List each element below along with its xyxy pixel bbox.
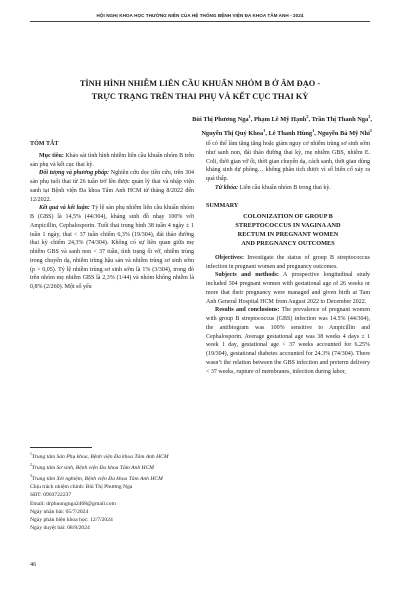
affiliation-text: Trung tâm Sơ sinh, Bệnh viện Đa khoa Tâm Anh HCM — [31, 464, 154, 471]
footnote-affiliation-3 — [30, 472, 194, 483]
author-name: Nguyễn Thị Quý Khoa — [201, 130, 264, 138]
author-separator: , — [370, 116, 372, 124]
running-header: HỘI NGHỊ KHOA HỌC THƯỜNG NIÊN CỦA HỆ THỐNG BỆNH VIỆN ĐA KHOA TÂM ANH - 2024 — [96, 13, 304, 18]
en-results-paragraph — [206, 306, 370, 376]
english-title-line-3: RECTUM IN PREGNANT WOMEN — [237, 231, 339, 239]
vi-keywords-text: Liên cầu khuẩn nhóm B trong thai kỳ. — [238, 184, 331, 191]
affiliation-mark: 1 — [30, 452, 32, 456]
author-separator: , — [265, 130, 269, 138]
vi-methods-text: Nghiên cứu dọc tiền cứu, trên 304 sản phụ tuổi thai từ 26 tuần trở lên được quản lý thai và nhập viện sanh tại Bệnh viện Đa khoa Tâm Anh HCM từ tháng 8/2022 đến 12/2022. — [30, 170, 194, 203]
date-accepted: Ngày duyệt bài: 08/8/2024 — [30, 525, 90, 532]
affiliation-mark: 2 — [30, 463, 32, 468]
english-summary-heading: SUMMARY — [206, 202, 239, 209]
author-line-2 — [100, 126, 372, 140]
vi-results-continued: tố có thể làm tăng tăng hoặc giảm nguy cơ nhiễm trùng sơ sinh sớm như sanh non, đái tháo đường thai kỳ, mẹ nhiễm GBS, nhiễm E. Coli, thời gian vỡ ối, thời gian chuyển dạ, cách sanh, thời gian dùng kháng sinh dự phòng… không phân tích được vì số biến cố xảy ra quá thấp. — [206, 141, 370, 182]
vi-methods-paragraph — [30, 169, 194, 204]
date-reviewed: Ngày phản biện khoa học: 12/7/2024 — [30, 517, 113, 523]
author-name: Phạm Lê Mỹ Hạnh — [253, 116, 307, 124]
english-title-line-2: STREPTOCOCCUS IN VAGINA AND — [235, 222, 341, 230]
phone-number: SĐT: 0903722237 — [30, 492, 72, 499]
en-subjects-paragraph — [206, 271, 370, 306]
left-column — [30, 140, 194, 292]
affiliation-mark: 3 — [30, 474, 32, 479]
title-line-1: TÌNH HÌNH NHIỄM LIÊN CẦU KHUẨN NHÓM B Ở ÂM ĐẠO - — [79, 79, 321, 88]
vi-results-text: Tỷ lệ sản phụ nhiễm liên cầu khuẩn nhóm B (GBS) là 14,5% (44/304), kháng sinh đồ nhạy 100% với Ampicillin, Cephalosporin. Tuổi thai trung bình 38 tuần 4 ngày ± 1 tuần 1 ngày, thai < 37 tuần chiếm 6,3% (19/304), đái tháo đường thai kỳ chiếm 24,3% (74/304). Không có sự liên quan giữa mẹ nhiễm GBS và sanh non < 37 tuần, tình trạng ối vỡ, nhiễm trùng trong chuyển dạ, nhiễm trùng hậu sản và nhiễm trùng sơ sinh sớm (p > 0,05). Tỷ lệ nhiễm trùng sơ sinh sớm là 1% (3/304), trong đó trên nhóm mẹ nhiễm GBS là 2,3% (1/44) và nhóm không nhiễm là 0,8% (2/260). Một số yếu — [30, 205, 194, 290]
english-title-line-4: AND PREGNANCY OUTCOMES — [241, 239, 335, 247]
author-separator: , — [250, 116, 254, 124]
affiliation-mark: 1 — [312, 127, 315, 133]
vi-results-label: Kết quả và kết luận: — [39, 205, 90, 212]
vi-objective-label: Mục tiêu: — [39, 152, 64, 159]
en-subjects-label: Subjects and methods: — [215, 272, 279, 279]
affiliation-mark: 1 — [369, 127, 372, 133]
date-received: Ngày nhận bài: 05/7/2024 — [30, 508, 89, 515]
footnote-rule — [30, 447, 92, 448]
vi-keywords-paragraph — [206, 184, 370, 193]
author-name: Bùi Thị Phương Nga — [192, 116, 249, 124]
vietnamese-abstract-heading: TÓM TẮT — [30, 141, 59, 147]
author-name: Lê Thanh Hùng — [268, 130, 313, 138]
english-title-line-1: COLONIZATION OF GROUP B — [243, 213, 333, 221]
right-column — [206, 140, 370, 376]
page-number: 46 — [30, 561, 37, 568]
paper-title — [40, 78, 360, 103]
footnote-affiliation-2 — [30, 461, 194, 472]
affiliation-text: Trung tâm Xét nghiệm, Bệnh viện Đa khoa Tâm Anh HCM — [31, 475, 163, 482]
en-objectives-text: Investigate the status of group B streptococcus infection in pregnant women and pregnancy outcomes. — [206, 254, 370, 270]
footnote-affiliation-1 — [30, 450, 194, 461]
corresponding-author: Chịu trách nhiệm chính: Bùi Thị Phương Nga — [30, 484, 133, 491]
vi-methods-label: Đối tượng và phương pháp: — [39, 170, 110, 177]
author-list — [100, 112, 372, 140]
author-separator: , — [308, 116, 312, 124]
affiliation-mark: 1 — [263, 127, 266, 133]
author-line-1 — [100, 112, 372, 126]
en-results-label: Results and conclusions: — [215, 307, 280, 314]
affiliation-mark: 1 — [248, 114, 251, 119]
vi-keywords-label: Từ khóa: — [215, 184, 239, 191]
english-title — [206, 213, 370, 249]
author-name: Nguyễn Bá Mỹ Nhi — [317, 130, 370, 138]
en-subjects-text: A prospective longitudinal study included 304 pregnant women with gestational age of 26 weeks or more that their pregnancy were managed and given birth at Tam Anh General Hospital HCM from August 2022 to December 2022. — [206, 272, 371, 305]
affiliation-mark: 2 — [306, 114, 309, 119]
affiliation-text: Trung tâm Sản Phụ khoa, Bệnh viện Đa khoa Tâm Anh HCM — [31, 453, 169, 460]
email-address: Email: drphuongnga2468@gmail.com — [30, 500, 116, 507]
affiliation-mark: 3 — [368, 114, 371, 119]
author-name: Trần Thị Thanh Nga — [311, 116, 369, 124]
vi-results-paragraph — [30, 204, 194, 292]
footnotes — [30, 450, 194, 532]
title-line-2: TRỰC TRẠNG TRÊN THAI PHỤ VÀ KẾT CỤC THAI KỲ — [91, 91, 309, 101]
spacer — [206, 193, 370, 202]
en-objectives-paragraph — [206, 254, 370, 272]
vi-objective-paragraph — [30, 152, 194, 170]
en-objectives-label: Objectives: — [215, 254, 244, 261]
vi-objective-text: Khảo sát tình hình nhiễm liên cầu khuẩn nhóm B trên sản phụ và kết cục thai kỳ. — [30, 152, 194, 168]
header-rule — [30, 21, 370, 22]
author-separator: , — [314, 130, 318, 138]
en-results-text: The prevalence of pregnant women with group B streptococcus (GBS) infection was 14.5% (44/304), the antibiogram was 100% sensitive to Ampicillin and Cephalosporin. Average gestational age was 38 weeks 4 days ± 1 week 1 day, gestational age < 37 weeks accounted for 6.25% (19/304), gestational diabetes accounted for 24.3% (74/304). There wasn’t the relation between the GBS infection and preterm delivery < 37 weeks, rupture of membranes, infection during labor, — [206, 307, 370, 375]
